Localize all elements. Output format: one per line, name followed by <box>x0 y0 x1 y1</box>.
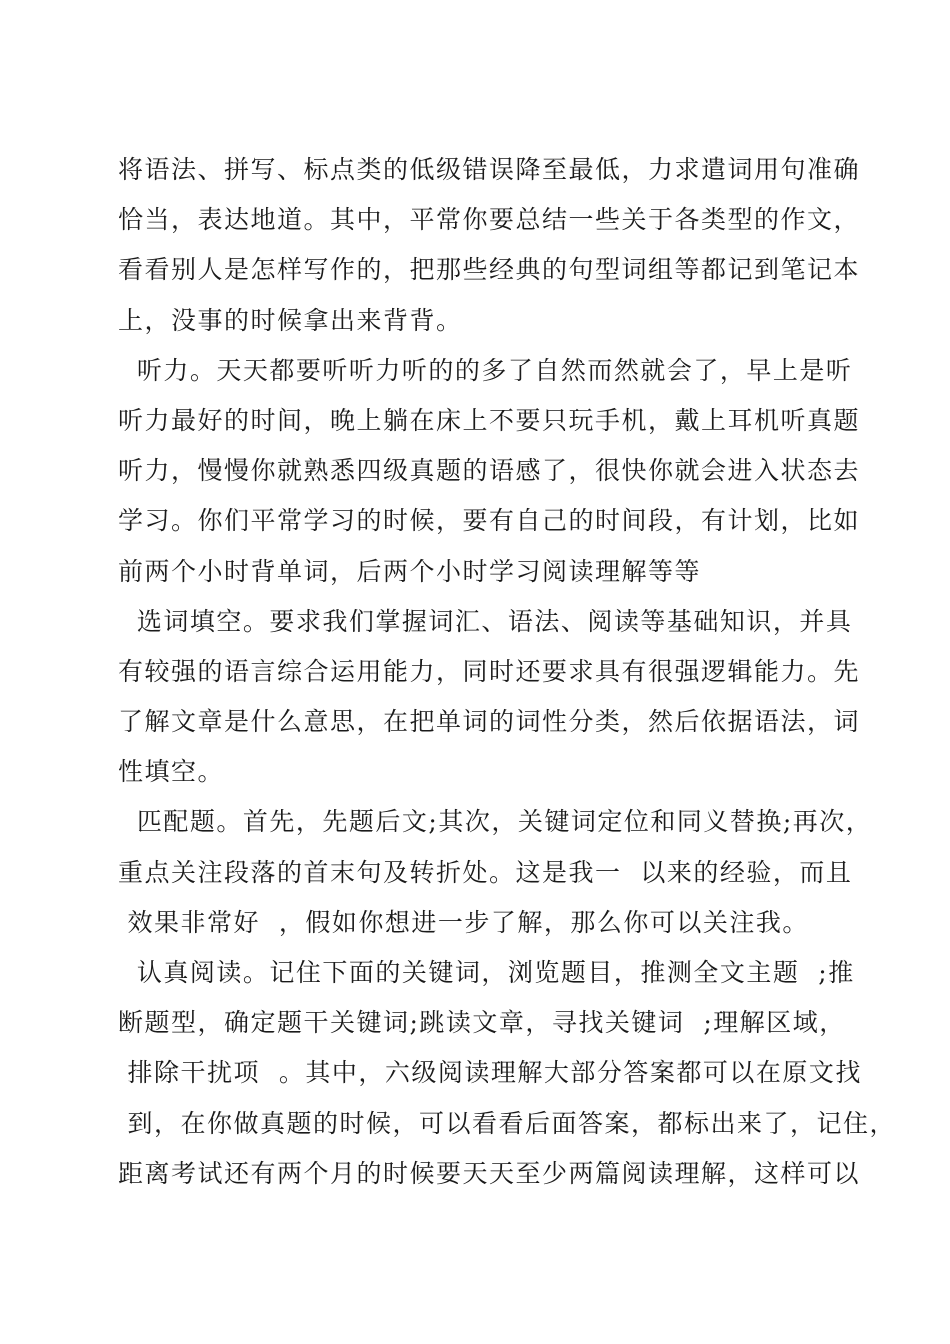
text-line: 选词填空。要求我们掌握词汇、语法、阅读等基础知识，并具 <box>118 606 853 636</box>
text-line: 有较强的语言综合运用能力，同时还要求具有很强逻辑能力。先 <box>118 656 861 686</box>
body-text <box>118 145 896 1199</box>
text-line: 效果非常好 ，假如你想进一步了解，那么你可以关注我。 <box>118 907 809 937</box>
text-line: 认真阅读。记住下面的关键词，浏览题目，推测全文主题 ;推 <box>118 958 855 987</box>
text-line: 性填空。 <box>118 757 225 787</box>
text-line: 听力。天天都要听听力听的的多了自然而然就会了，早上是听 <box>118 355 853 385</box>
text-line: 听力，慢慢你就熟悉四级真题的语感了，很快你就会进入状态去 <box>118 456 861 486</box>
text-line: 匹配题。首先，先题后文;其次，关键词定位和同义替换;再次， <box>118 807 873 837</box>
text-line: 了解文章是什么意思，在把单词的词性分类，然后依据语法，词 <box>118 707 861 737</box>
text-line: 将语法、拼写、标点类的低级错误降至最低，力求遣词用句准确 <box>118 155 861 184</box>
text-line: 重点关注段落的首末句及转折处。这是我一 以来的经验，而且 <box>118 857 853 887</box>
text-line: 看看别人是怎样写作的，把那些经典的句型词组等都记到笔记本 <box>118 255 861 285</box>
text-line: 前两个小时背单词，后两个小时学习阅读理解等等 <box>118 556 702 586</box>
text-line: 学习。你们平常学习的时候，要有自己的时间段，有计划，比如 <box>118 506 861 536</box>
text-line: 到，在你做真题的时候，可以看看后面答案，都标出来了，记住， <box>118 1108 896 1138</box>
text-line: 上，没事的时候拿出来背背。 <box>118 305 463 335</box>
text-line: 距离考试还有两个月的时候要天天至少两篇阅读理解，这样可以 <box>118 1158 861 1188</box>
text-line: 听力最好的时间，晚上躺在床上不要只玩手机，戴上耳机听真题 <box>118 405 861 435</box>
text-line: 恰当，表达地道。其中，平常你要总结一些关于各类型的作文， <box>118 205 861 235</box>
text-line: 排除干扰项 。其中，六级阅读理解大部分答案都可以在原文找 <box>118 1058 862 1088</box>
text-line: 断题型，确定题干关键词;跳读文章，寻找关键词 ;理解区域， <box>118 1008 846 1038</box>
